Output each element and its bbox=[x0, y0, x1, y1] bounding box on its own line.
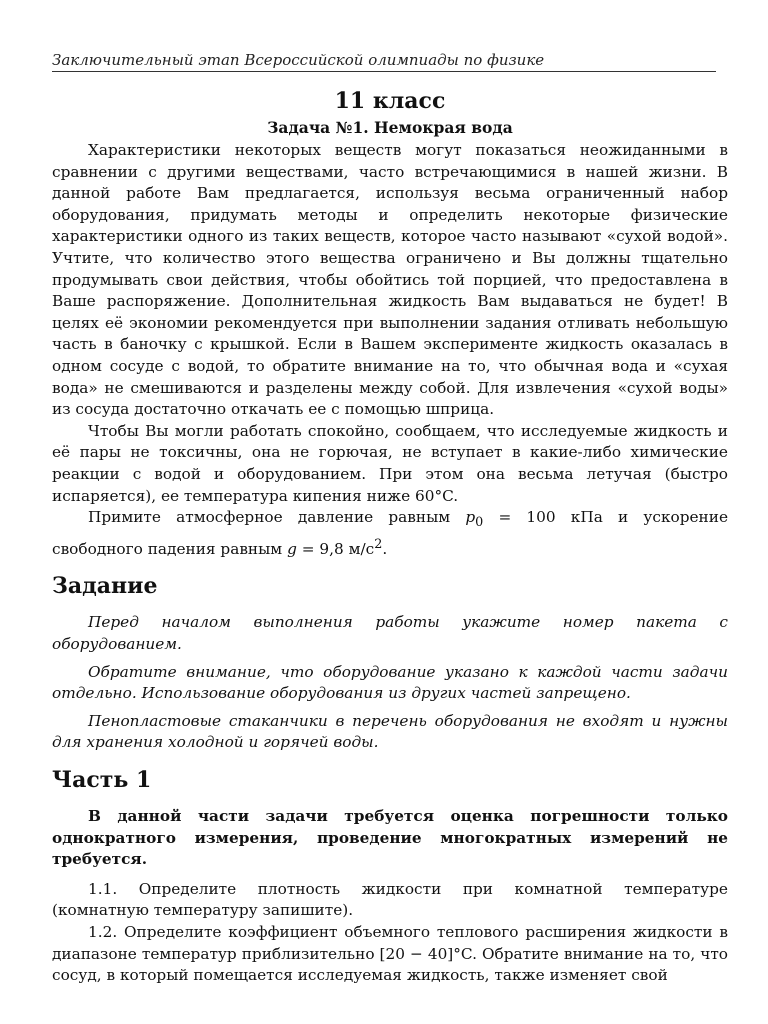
intro-paragraph-1: Характеристики некоторых веществ могут показаться неожиданными в сравнении с другими веществами, часто встречающимися в нашей жизни. В данной работе Вам предлагается, используя весьма ограниченный набор оборудования, придумать методы и определить некоторые физические характеристики одного из таких веществ, которое часто называют «сухой водой». Учтите, что количество этого вещества ограничено и Вы должны тщательно продумывать свои действия, чтобы обойтись той порцией, что предоставлена в Ваше распоряжение. Дополнительная жидкость Вам выдаваться не будет! В целях её экономии рекомендуется при выполнении задания отливать небольшую часть в баночку с крышкой. Если в Вашем эксперименте жидкость оказалась в одном сосуде с водой, то обратите внимание на то, что обычная вода и «сухая вода» не смешиваются и разделены между собой. Для извлечения «сухой воды» из сосуда достаточно откачать ее с помощью шприца. bbox=[52, 141, 728, 419]
part1-heading: Часть 1 bbox=[52, 766, 152, 793]
assignment-note: Перед началом выполнения работы укажите номер пакета с оборудованием. bbox=[52, 613, 728, 654]
p0-symbol: p bbox=[465, 508, 476, 527]
assignment-note: Обратите внимание, что оборудование указано к каждой части задачи отдельно. Использование оборудования из других частей запрещено. bbox=[52, 662, 728, 703]
part1-bold-note: В данной части задачи требуется оценка погрешности только однократного измерения, проведение многократных измерений не требуется. bbox=[52, 806, 728, 869]
intro-p3-end: . bbox=[382, 539, 388, 558]
task-title: Задача №1. Немокрая вода bbox=[267, 118, 513, 137]
unit-superscript: 2 bbox=[374, 536, 383, 552]
part1-item: 1.1. Определите плотность жидкости при комнатной температуре (комнатную температуру запишите). bbox=[52, 879, 728, 920]
assignment-heading: Задание bbox=[52, 573, 158, 600]
intro-paragraph-3 bbox=[52, 507, 728, 560]
g-symbol: g bbox=[287, 539, 297, 558]
content bbox=[52, 86, 728, 987]
running-header: Заключительный этап Всероссийской олимпиады по физике bbox=[52, 51, 545, 69]
intro-p3-text-3: = 9,8 м/с bbox=[296, 539, 375, 558]
intro-p3-text-2: = 100 кПа и ускорение свободного падения равным bbox=[52, 508, 729, 558]
p0-subscript: 0 bbox=[475, 515, 484, 531]
assignment-note: Пенопластовые стаканчики в перечень оборудования не входят и нужны для хранения холодной и горячей воды. bbox=[52, 711, 728, 752]
intro-paragraph-2: Чтобы Вы могли работать спокойно, сообщаем, что исследуемые жидкость и её пары не токсичны, она не горючая, не вступает в какие-либо химические реакции с водой и оборудованием. При этом она весьма летучая (быстро испаряется), ее температура кипения ниже 60°C. bbox=[52, 421, 728, 505]
grade-title: 11 класс bbox=[334, 88, 446, 114]
part1-item: 1.2. Определите коэффициент объемного теплового расширения жидкости в диапазоне температур приблизительно [20 − 40]°C. Обратите внимание на то, что сосуд, в который помещается исследуемая жидкость, также изменяет свой bbox=[52, 922, 728, 985]
intro-p3-text-1: Примите атмосферное давление равным bbox=[88, 508, 466, 527]
header-rule bbox=[52, 71, 716, 72]
